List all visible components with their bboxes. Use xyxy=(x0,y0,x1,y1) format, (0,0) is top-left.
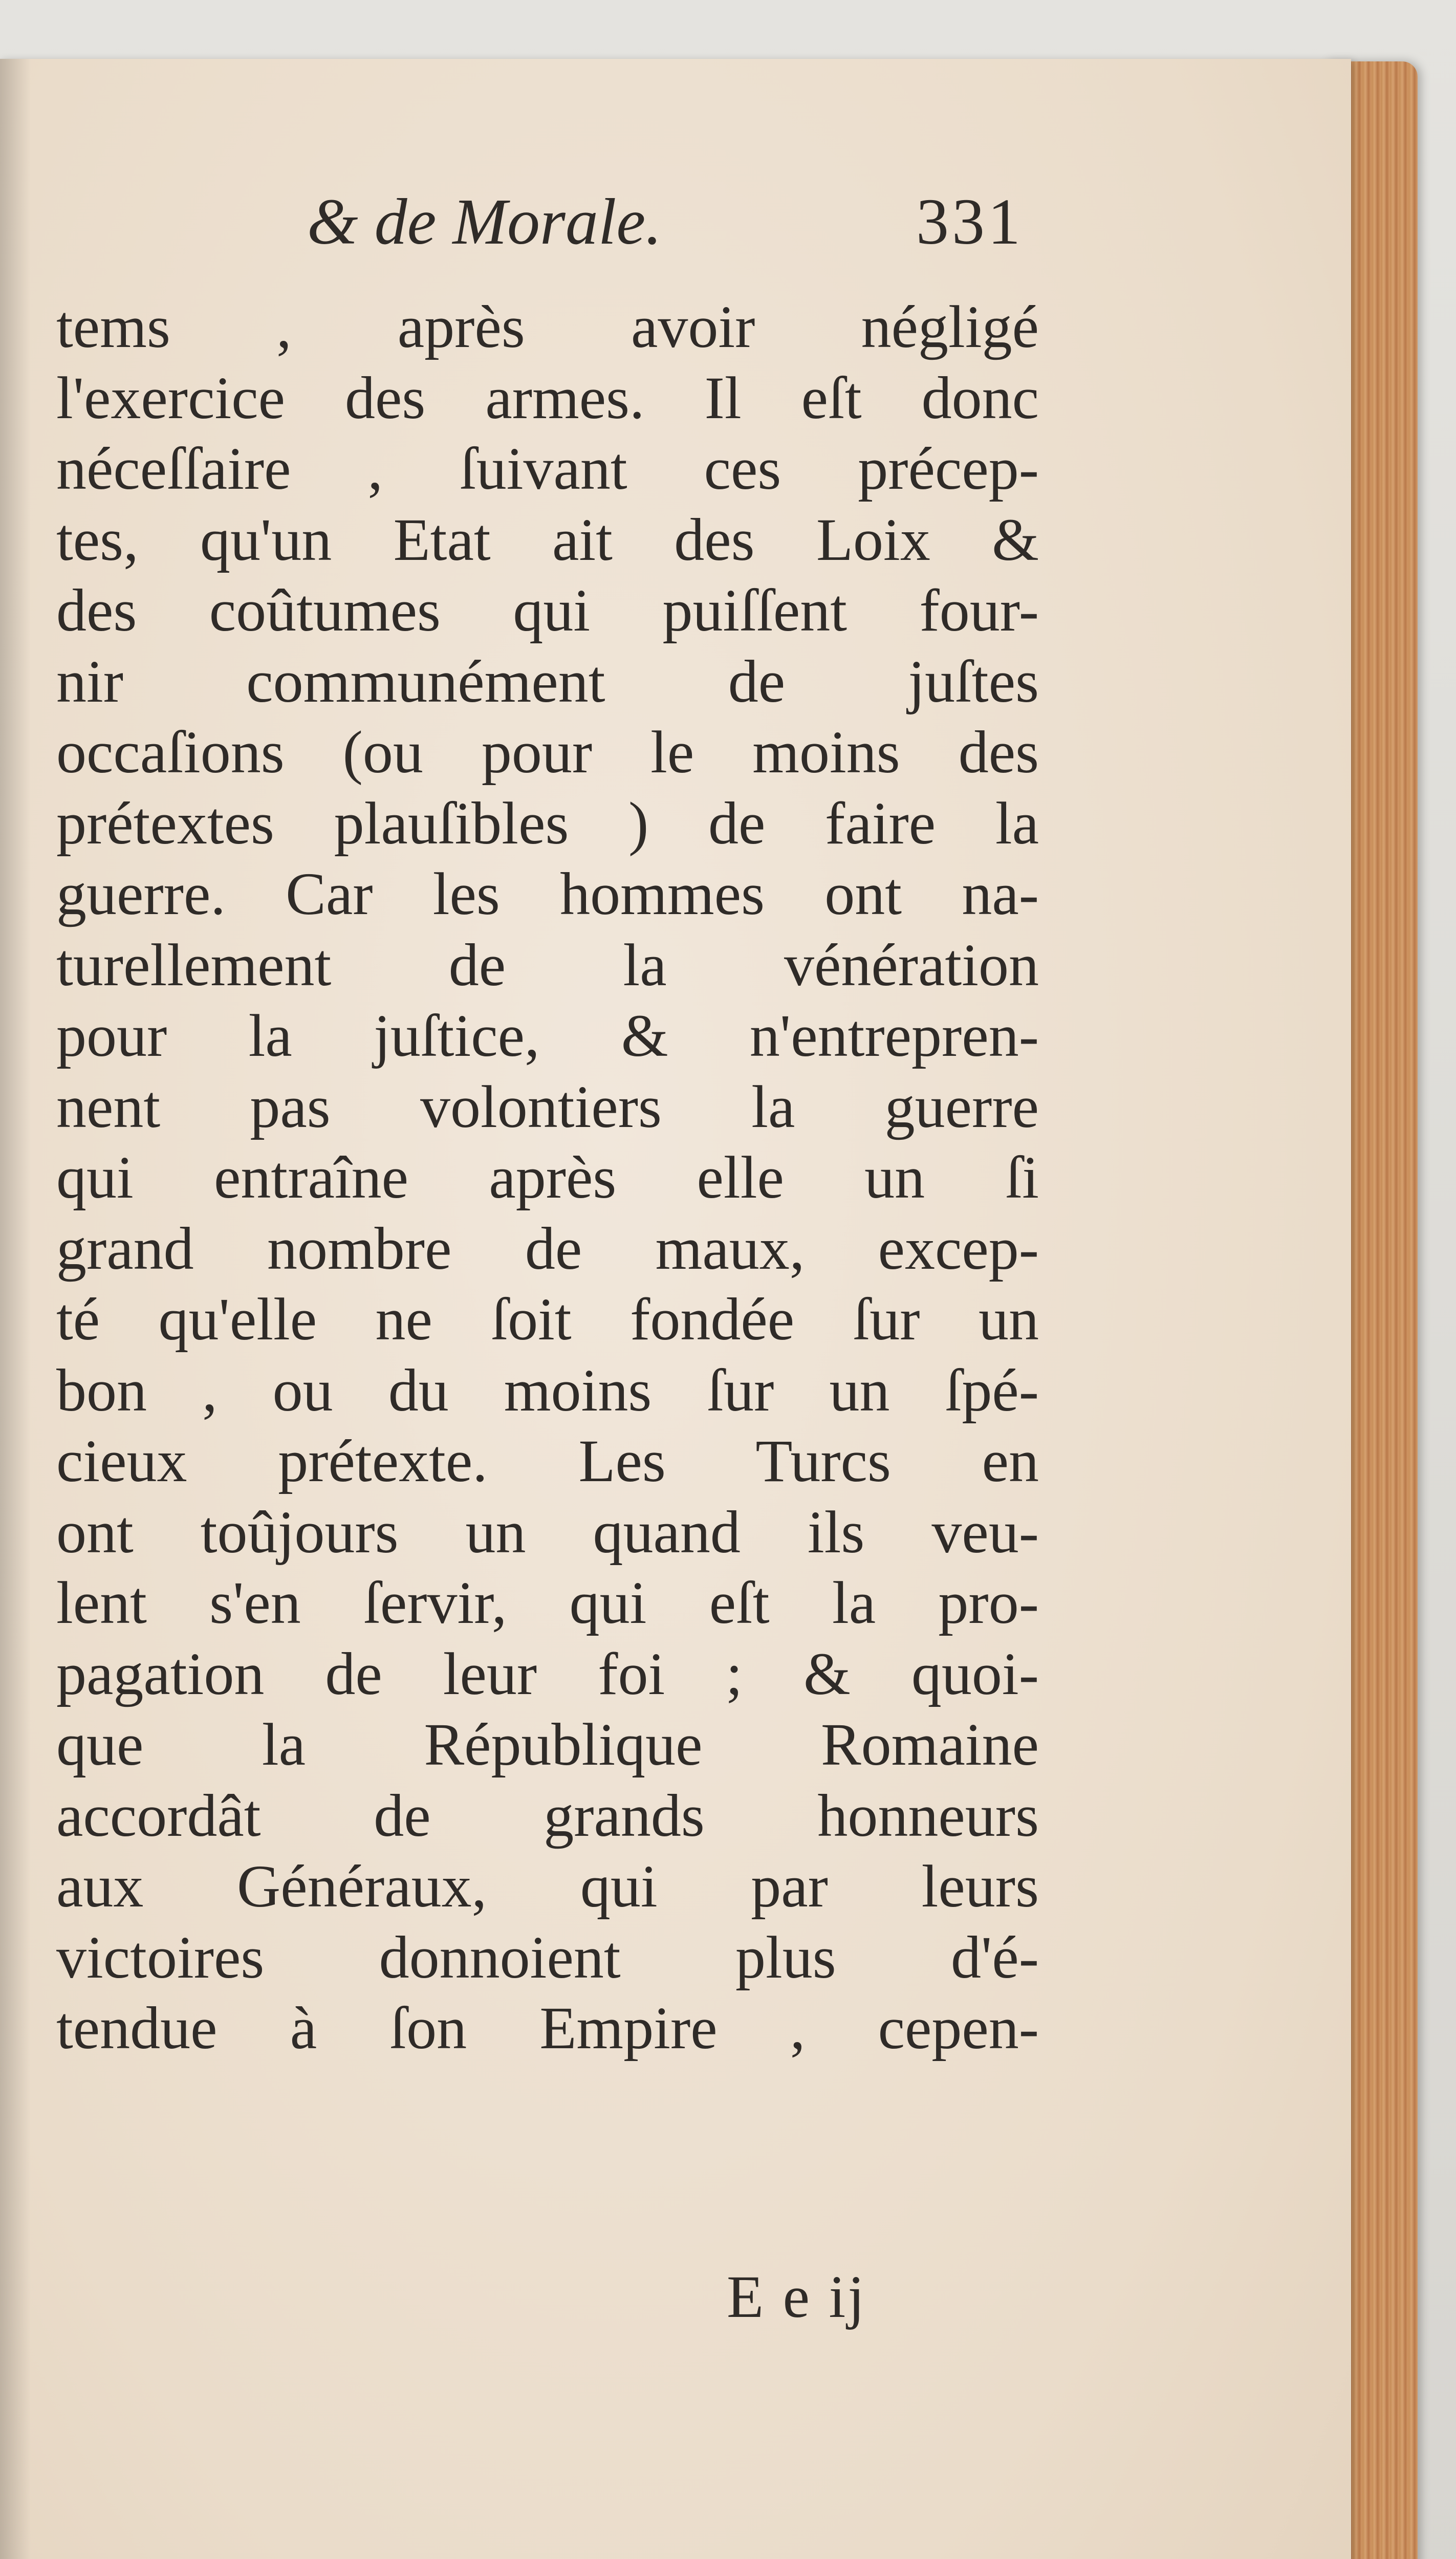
text-line: lent s'en ſervir, qui eſt la pro- xyxy=(56,1569,1039,1636)
text-line: nir communément de juſtes xyxy=(56,647,1039,715)
signature-mark: E e ij xyxy=(727,2263,867,2330)
text-line: ont toûjours un quand ils veu- xyxy=(56,1498,1039,1566)
text-block xyxy=(56,292,1039,2064)
page-number: 331 xyxy=(916,185,1024,258)
text-line: cieux prétexte. Les Turcs en xyxy=(56,1427,1039,1494)
text-line: l'exercice des armes. Il eſt donc xyxy=(56,364,1039,431)
text-line: nent pas volontiers la guerre xyxy=(56,1073,1039,1140)
text-line: occaſions (ou pour le moins des xyxy=(56,719,1039,786)
text-line: tems , après avoir négligé xyxy=(56,293,1039,360)
running-title: & de Morale. xyxy=(307,185,662,258)
text-line: tendue à ſon Empire , cepen- xyxy=(56,1994,1039,2062)
text-line: té qu'elle ne ſoit fondée ſur un xyxy=(56,1286,1039,1353)
text-line: que la République Romaine xyxy=(56,1711,1039,1778)
text-line: prétextes plauſibles ) de faire la xyxy=(56,789,1039,857)
text-line: tes, qu'un Etat ait des Loix & xyxy=(56,506,1039,573)
text-line: néceſſaire , ſuivant ces précep- xyxy=(56,435,1039,502)
text-line: turellement de la vénération xyxy=(56,931,1039,999)
text-line: des coûtumes qui puiſſent four- xyxy=(56,577,1039,644)
text-line: aux Généraux, qui par leurs xyxy=(56,1853,1039,1920)
text-line: guerre. Car les hommes ont na- xyxy=(56,860,1039,927)
text-line: pour la juſtice, & n'entrepren- xyxy=(56,1002,1039,1069)
text-line: qui entraîne après elle un ſi xyxy=(56,1144,1039,1211)
text-line: bon , ou du moins ſur un ſpé- xyxy=(56,1356,1039,1424)
text-line: grand nombre de maux, excep- xyxy=(56,1215,1039,1282)
text-line: victoires donnoient plus d'é- xyxy=(56,1923,1039,1991)
text-line: pagation de leur foi ; & quoi- xyxy=(56,1640,1039,1707)
text-line: accordât de grands honneurs xyxy=(56,1782,1039,1849)
gutter-shadow xyxy=(0,59,31,2559)
running-head xyxy=(307,184,1024,276)
